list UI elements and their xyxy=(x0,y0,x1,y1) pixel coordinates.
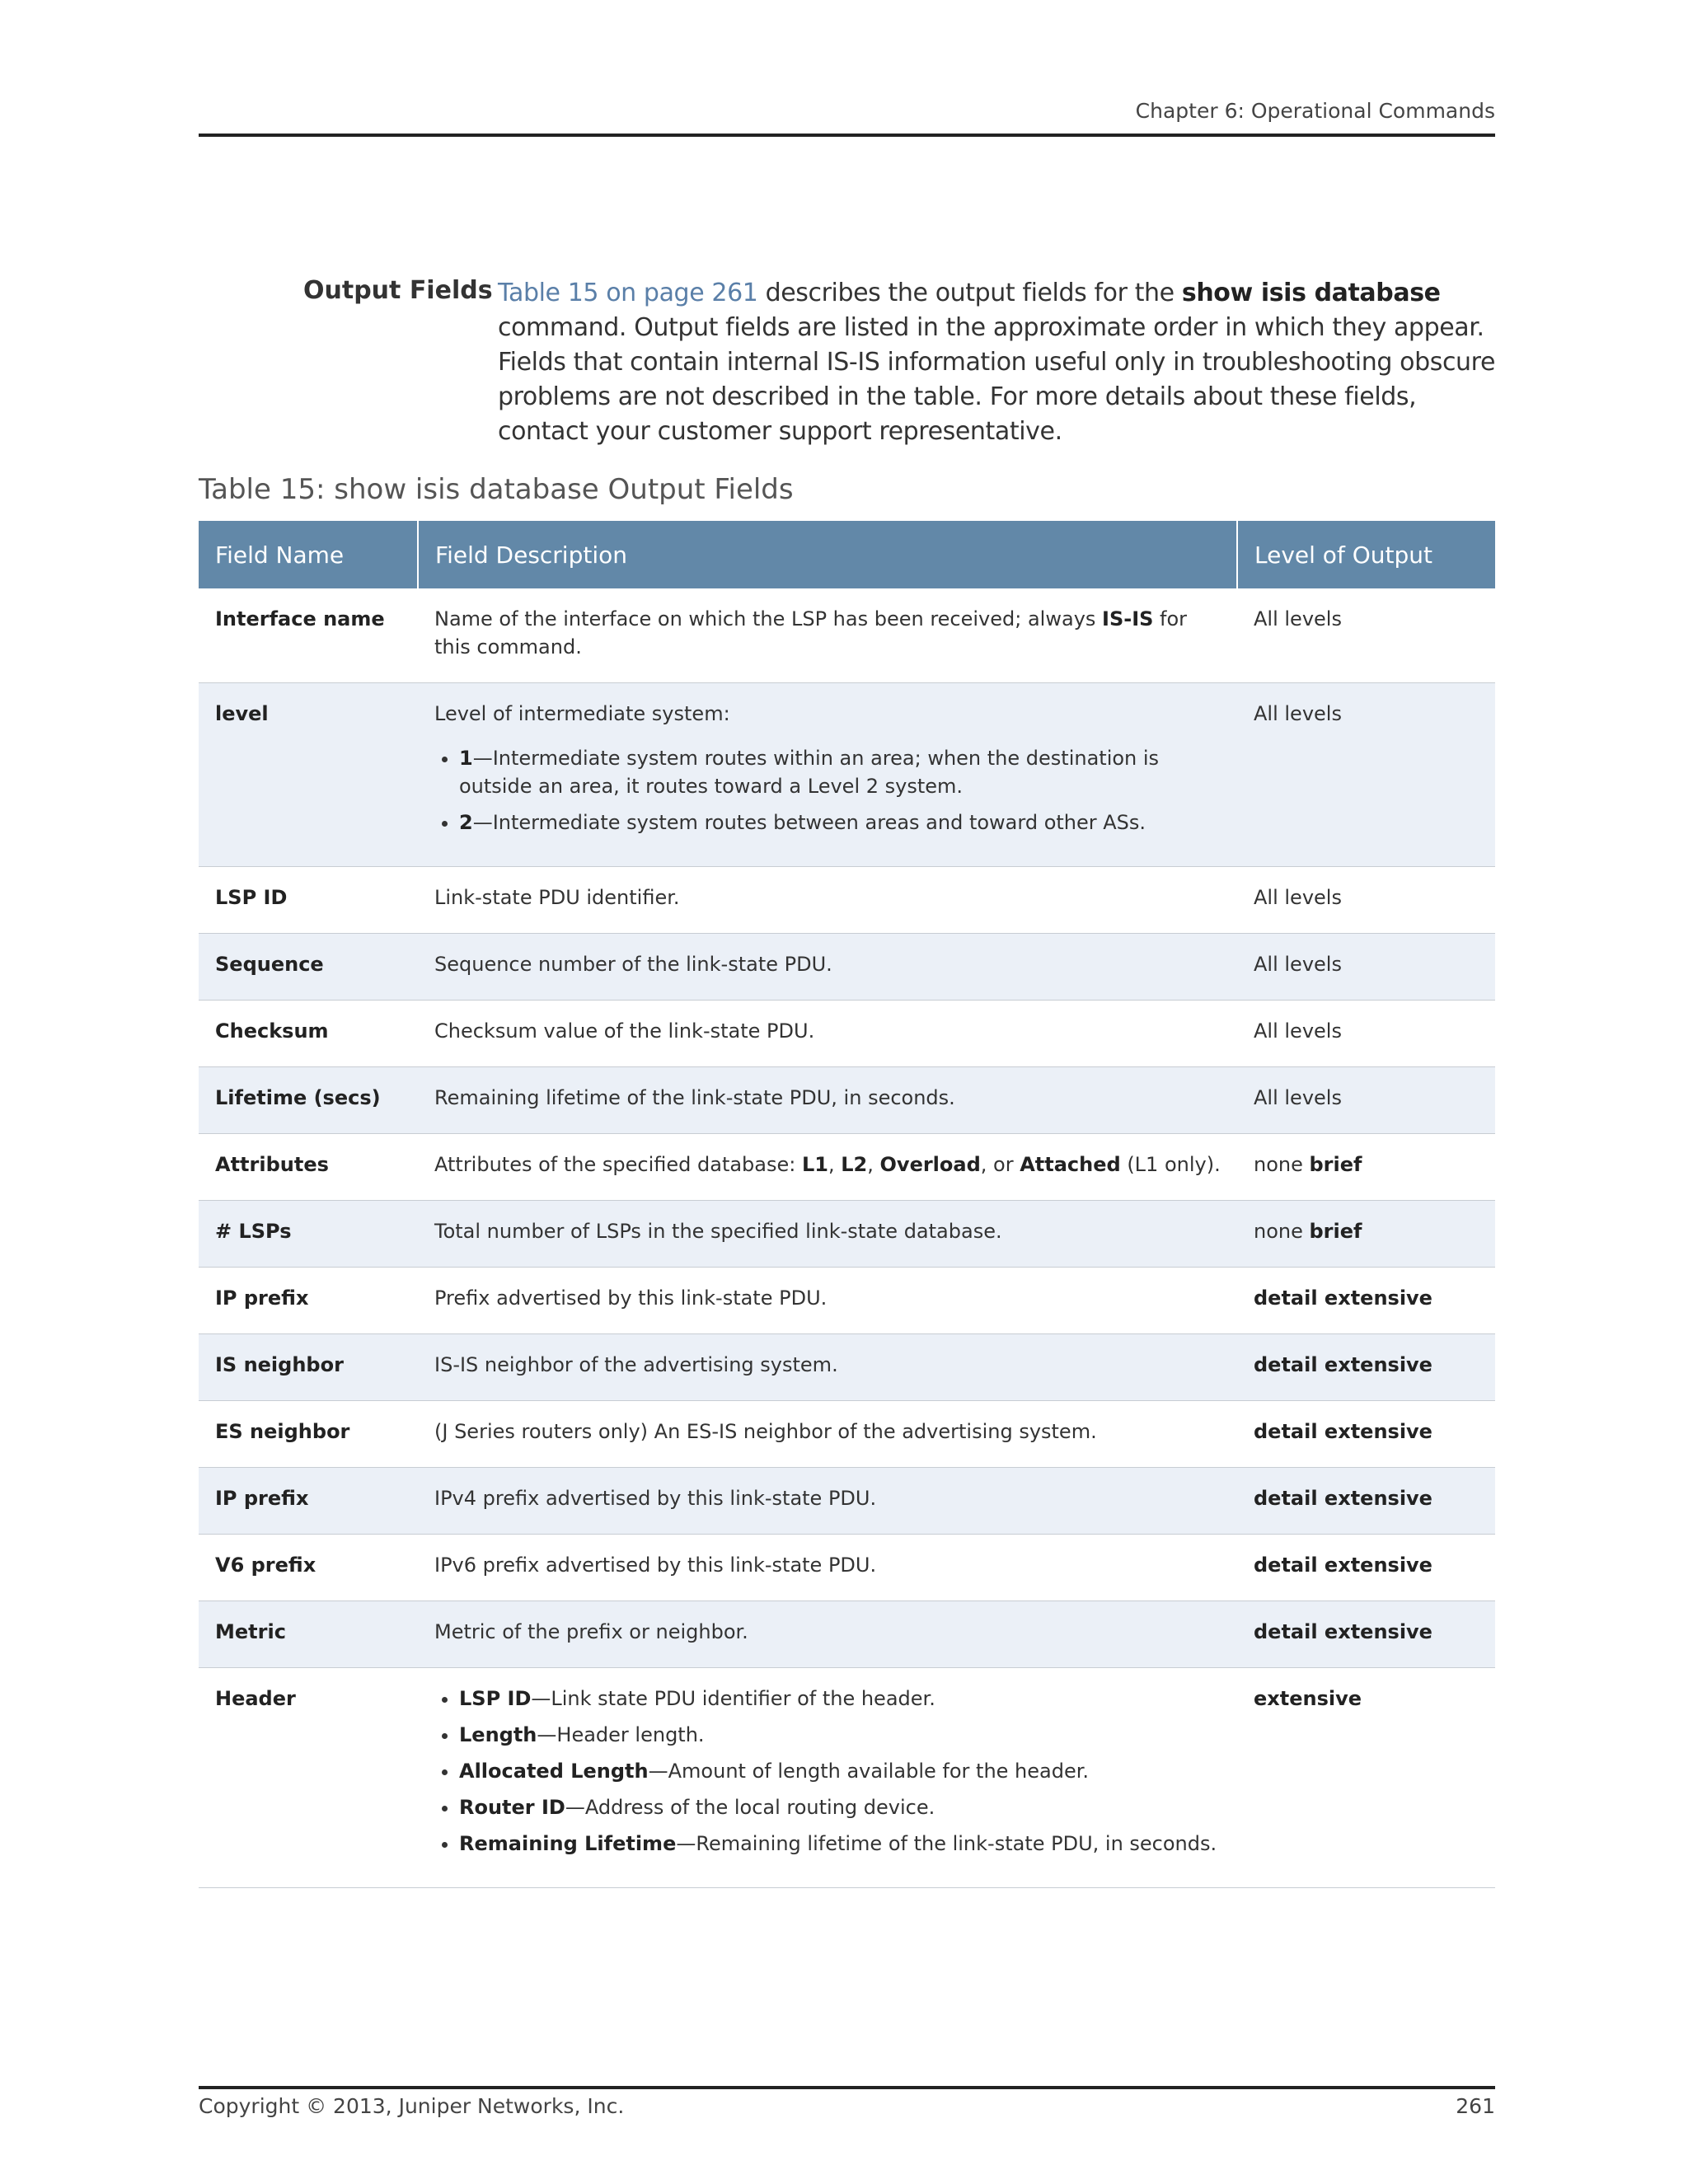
field-name: level xyxy=(199,683,418,867)
table-caption: Table 15: show isis database Output Fields xyxy=(199,473,794,506)
table-header-row xyxy=(199,521,1495,588)
field-level: detail extensive xyxy=(1237,1334,1495,1401)
field-name: Header xyxy=(199,1668,418,1888)
field-description: Link-state PDU identifier. xyxy=(418,867,1237,934)
field-description: Remaining lifetime of the link-state PDU, in seconds. xyxy=(418,1067,1237,1134)
field-level: detail extensive xyxy=(1237,1468,1495,1535)
list-item: • 1—Intermediate system routes within an area; when the destination is outside an area, it routes toward a Level 2 system. xyxy=(459,744,1221,800)
field-name: Lifetime (secs) xyxy=(199,1067,418,1134)
field-level: All levels xyxy=(1237,1067,1495,1134)
field-level: none brief xyxy=(1237,1201,1495,1268)
field-name: Attributes xyxy=(199,1134,418,1201)
field-description xyxy=(418,1668,1237,1888)
list-item: • Remaining Lifetime—Remaining lifetime of the link-state PDU, in seconds. xyxy=(459,1830,1221,1858)
field-name: Interface name xyxy=(199,588,418,683)
field-name: LSP ID xyxy=(199,867,418,934)
table-reference-link[interactable]: Table 15 on page 261 xyxy=(498,279,758,307)
table-row xyxy=(199,1268,1495,1334)
field-description: Checksum value of the link-state PDU. xyxy=(418,1001,1237,1067)
field-description: IPv4 prefix advertised by this link-state PDU. xyxy=(418,1468,1237,1535)
footer-rule xyxy=(199,2086,1495,2089)
list-item: • 2—Intermediate system routes between areas and toward other ASs. xyxy=(459,808,1221,837)
section-label: Output Fields xyxy=(303,276,493,305)
field-level: detail extensive xyxy=(1237,1268,1495,1334)
list-item: • Length—Header length. xyxy=(459,1721,1221,1749)
table-row xyxy=(199,683,1495,867)
field-name: IP prefix xyxy=(199,1268,418,1334)
header-rule xyxy=(199,134,1495,137)
field-level: detail extensive xyxy=(1237,1601,1495,1668)
table-row xyxy=(199,934,1495,1001)
field-name: IP prefix xyxy=(199,1468,418,1535)
intro-command: show isis database xyxy=(1181,279,1441,307)
field-level: All levels xyxy=(1237,683,1495,867)
field-description: Sequence number of the link-state PDU. xyxy=(418,934,1237,1001)
table-row xyxy=(199,1201,1495,1268)
field-name: V6 prefix xyxy=(199,1535,418,1601)
field-level: All levels xyxy=(1237,934,1495,1001)
header-bullet-list xyxy=(434,1685,1221,1858)
field-description: Attributes of the specified database: L1, L2, Overload, or Attached (L1 only). xyxy=(418,1134,1237,1201)
table-row xyxy=(199,1668,1495,1888)
field-description: Prefix advertised by this link-state PDU. xyxy=(418,1268,1237,1334)
table-row xyxy=(199,1401,1495,1468)
field-description: Name of the interface on which the LSP has been received; always IS-IS for this command. xyxy=(418,588,1237,683)
field-description: IPv6 prefix advertised by this link-state PDU. xyxy=(418,1535,1237,1601)
chapter-header: Chapter 6: Operational Commands xyxy=(1135,99,1495,123)
table-row xyxy=(199,1334,1495,1401)
field-level: All levels xyxy=(1237,588,1495,683)
page-number: 261 xyxy=(1456,2094,1495,2118)
footer-copyright: Copyright © 2013, Juniper Networks, Inc. xyxy=(199,2094,625,2118)
list-item: • LSP ID—Link state PDU identifier of the header. xyxy=(459,1685,1221,1713)
field-name: Metric xyxy=(199,1601,418,1668)
field-description: (J Series routers only) An ES-IS neighbor of the advertising system. xyxy=(418,1401,1237,1468)
level-bullet-list xyxy=(434,744,1221,837)
list-item: • Router ID—Address of the local routing device. xyxy=(459,1793,1221,1821)
field-level: All levels xyxy=(1237,1001,1495,1067)
field-description: Total number of LSPs in the specified link-state database. xyxy=(418,1201,1237,1268)
table-row xyxy=(199,1067,1495,1134)
field-level: All levels xyxy=(1237,867,1495,934)
field-level: none brief xyxy=(1237,1134,1495,1201)
field-description: Metric of the prefix or neighbor. xyxy=(418,1601,1237,1668)
table-row xyxy=(199,1001,1495,1067)
table-row xyxy=(199,1134,1495,1201)
field-name: # LSPs xyxy=(199,1201,418,1268)
field-name: Sequence xyxy=(199,934,418,1001)
field-level: detail extensive xyxy=(1237,1401,1495,1468)
column-header-field-name: Field Name xyxy=(199,521,418,588)
intro-paragraph xyxy=(498,276,1499,449)
field-name: ES neighbor xyxy=(199,1401,418,1468)
table-row xyxy=(199,867,1495,934)
field-level: detail extensive xyxy=(1237,1535,1495,1601)
field-level: extensive xyxy=(1237,1668,1495,1888)
output-fields-table xyxy=(199,521,1495,1888)
table-row xyxy=(199,1535,1495,1601)
field-name: Checksum xyxy=(199,1001,418,1067)
column-header-field-description: Field Description xyxy=(418,521,1237,588)
intro-text-mid: describes the output fields for the xyxy=(757,279,1182,307)
table-row xyxy=(199,1601,1495,1668)
column-header-level-of-output: Level of Output xyxy=(1237,521,1495,588)
field-description: Level of intermediate system: • 1—Intermediate system routes within an area; when the destination is outside an area, it routes toward a Level 2 system. • 2—Intermediate system routes between areas and toward other ASs. xyxy=(418,683,1237,867)
intro-text-rest: command. Output fields are listed in the approximate order in which they appear. Fields that contain internal IS-IS information useful only in troubleshooting obscure problems are not described in the table. For more details about these fields, contact your customer support representative. xyxy=(498,313,1496,446)
table-row xyxy=(199,1468,1495,1535)
table-row xyxy=(199,588,1495,683)
field-description: IS-IS neighbor of the advertising system. xyxy=(418,1334,1237,1401)
field-name: IS neighbor xyxy=(199,1334,418,1401)
list-item: • Allocated Length—Amount of length available for the header. xyxy=(459,1757,1221,1785)
